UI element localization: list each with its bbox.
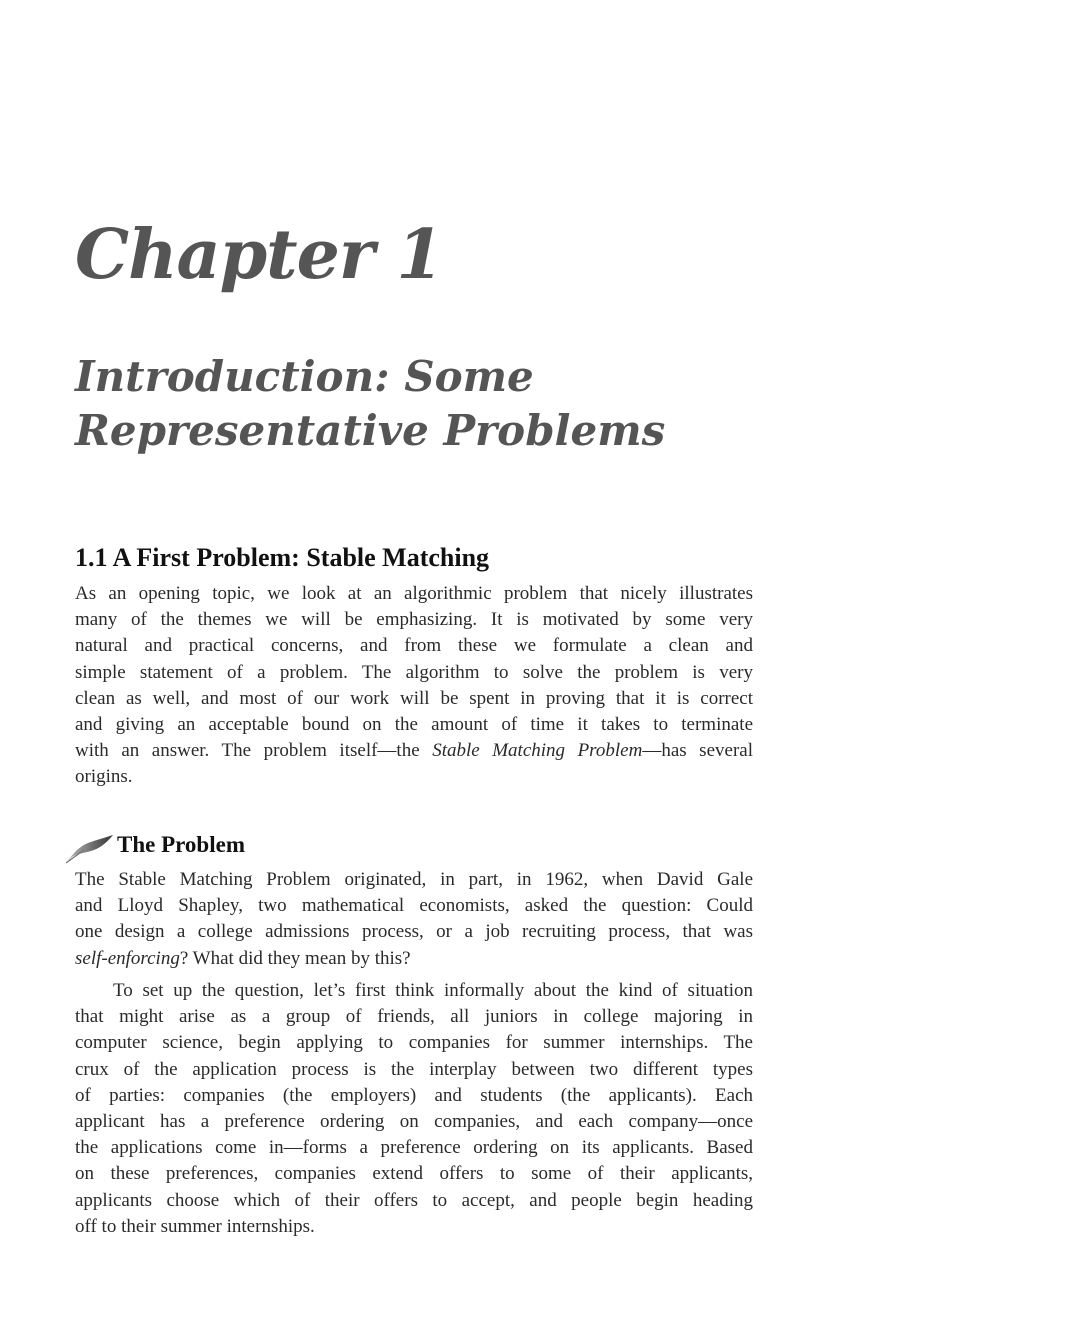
- text-run: many of the themes we will be emphasizing. It is motivated by some very: [75, 609, 753, 631]
- text-line-content: [75, 893, 753, 919]
- section-heading: 1.1 A First Problem: Stable Matching: [75, 543, 490, 572]
- italic-text: Stable Matching Problem: [432, 740, 643, 762]
- chapter-title: [75, 350, 665, 458]
- text-line: [75, 738, 753, 764]
- text-run: one design a college admissions process, or a job recruiting process, that was: [75, 921, 753, 943]
- subsection-heading: The Problem: [117, 832, 245, 857]
- text-line-content: [75, 1188, 753, 1214]
- text-line-content: [75, 1109, 753, 1135]
- text-run: natural and practical concerns, and from these we formulate a clean and: [75, 635, 753, 657]
- text-run: applicant has a preference ordering on companies, and each company—once: [75, 1110, 753, 1132]
- text-run: ? What did they mean by this?: [179, 947, 411, 969]
- text-line-content: [75, 919, 753, 945]
- paragraph-problem-origin: [75, 867, 753, 972]
- text-line-content: [75, 1083, 753, 1109]
- text-line: [75, 1214, 753, 1240]
- text-line-content: [75, 764, 753, 790]
- text-line-content: [75, 686, 753, 712]
- text-line: [75, 633, 753, 659]
- text-line: [75, 1109, 753, 1135]
- chapter-number: Chapter 1: [75, 215, 443, 295]
- paragraph-setup: [75, 978, 753, 1240]
- text-line: [75, 607, 753, 633]
- text-line-content: [75, 1004, 753, 1030]
- text-run: computer science, begin applying to companies for summer internships. The: [75, 1032, 753, 1054]
- text-line-content: [75, 712, 753, 738]
- text-line-content: [75, 1057, 753, 1083]
- text-line-content: [75, 607, 753, 633]
- text-run: crux of the application process is the interplay between two different types: [75, 1058, 753, 1080]
- chapter-title-line-1: Introduction: Some: [75, 352, 534, 401]
- text-run: origins.: [75, 766, 133, 788]
- text-run: of parties: companies (the employers) and students (the applicants). Each: [75, 1084, 753, 1106]
- text-line: [75, 1135, 753, 1161]
- text-line-content: [75, 1214, 753, 1240]
- text-line-content: [75, 738, 753, 764]
- text-run: —has several: [642, 740, 753, 762]
- text-line: [75, 867, 753, 893]
- text-line: [75, 978, 753, 1004]
- text-run: The Stable Matching Problem originated, in part, in 1962, when David Gale: [75, 869, 753, 890]
- chapter-title-line-2: Representative Problems: [75, 406, 666, 455]
- text-run: the applications come in—forms a preference ordering on its applicants. Based: [75, 1137, 753, 1159]
- feather-icon: [64, 833, 114, 865]
- text-run: clean as well, and most of our work will be spent in proving that it is correct: [75, 687, 753, 709]
- text-run: applicants choose which of their offers to accept, and people begin heading: [75, 1189, 753, 1211]
- text-line: [75, 1188, 753, 1214]
- text-run: on these preferences, companies extend offers to some of their applicants,: [75, 1163, 753, 1185]
- text-line-content: [75, 581, 753, 607]
- text-line: [75, 660, 753, 686]
- text-run: and Lloyd Shapley, two mathematical economists, asked the question: Could: [75, 895, 753, 917]
- text-line: [75, 686, 753, 712]
- text-run: To set up the question, let’s first think informally about the kind of situation: [113, 980, 753, 1001]
- text-line: [75, 1057, 753, 1083]
- text-run: off to their summer internships.: [75, 1215, 315, 1237]
- text-run: simple statement of a problem. The algorithm to solve the problem is very: [75, 661, 753, 683]
- text-line: [75, 764, 753, 790]
- text-line: [75, 581, 753, 607]
- text-run: and giving an acceptable bound on the amount of time it takes to terminate: [75, 713, 753, 735]
- text-line-content: [75, 633, 753, 659]
- text-line-content: [113, 978, 753, 1004]
- text-run: with an answer. The problem itself—the: [75, 740, 433, 762]
- text-line-content: [75, 867, 753, 893]
- text-line-content: [75, 660, 753, 686]
- text-line: [75, 1161, 753, 1187]
- text-line: [75, 946, 753, 972]
- text-line-content: [75, 946, 753, 972]
- text-line-content: [75, 1161, 753, 1187]
- text-line: [75, 893, 753, 919]
- text-line: [75, 712, 753, 738]
- italic-text: self-enforcing: [75, 947, 180, 969]
- text-line: [75, 1004, 753, 1030]
- text-line: [75, 919, 753, 945]
- paragraph-intro: [75, 581, 753, 791]
- text-run: that might arise as a group of friends, all juniors in college majoring in: [75, 1006, 753, 1028]
- text-line-content: [75, 1135, 753, 1161]
- text-line: [75, 1083, 753, 1109]
- text-line: [75, 1030, 753, 1056]
- text-run: As an opening topic, we look at an algorithmic problem that nicely illustrates: [75, 583, 753, 604]
- text-line-content: [75, 1030, 753, 1056]
